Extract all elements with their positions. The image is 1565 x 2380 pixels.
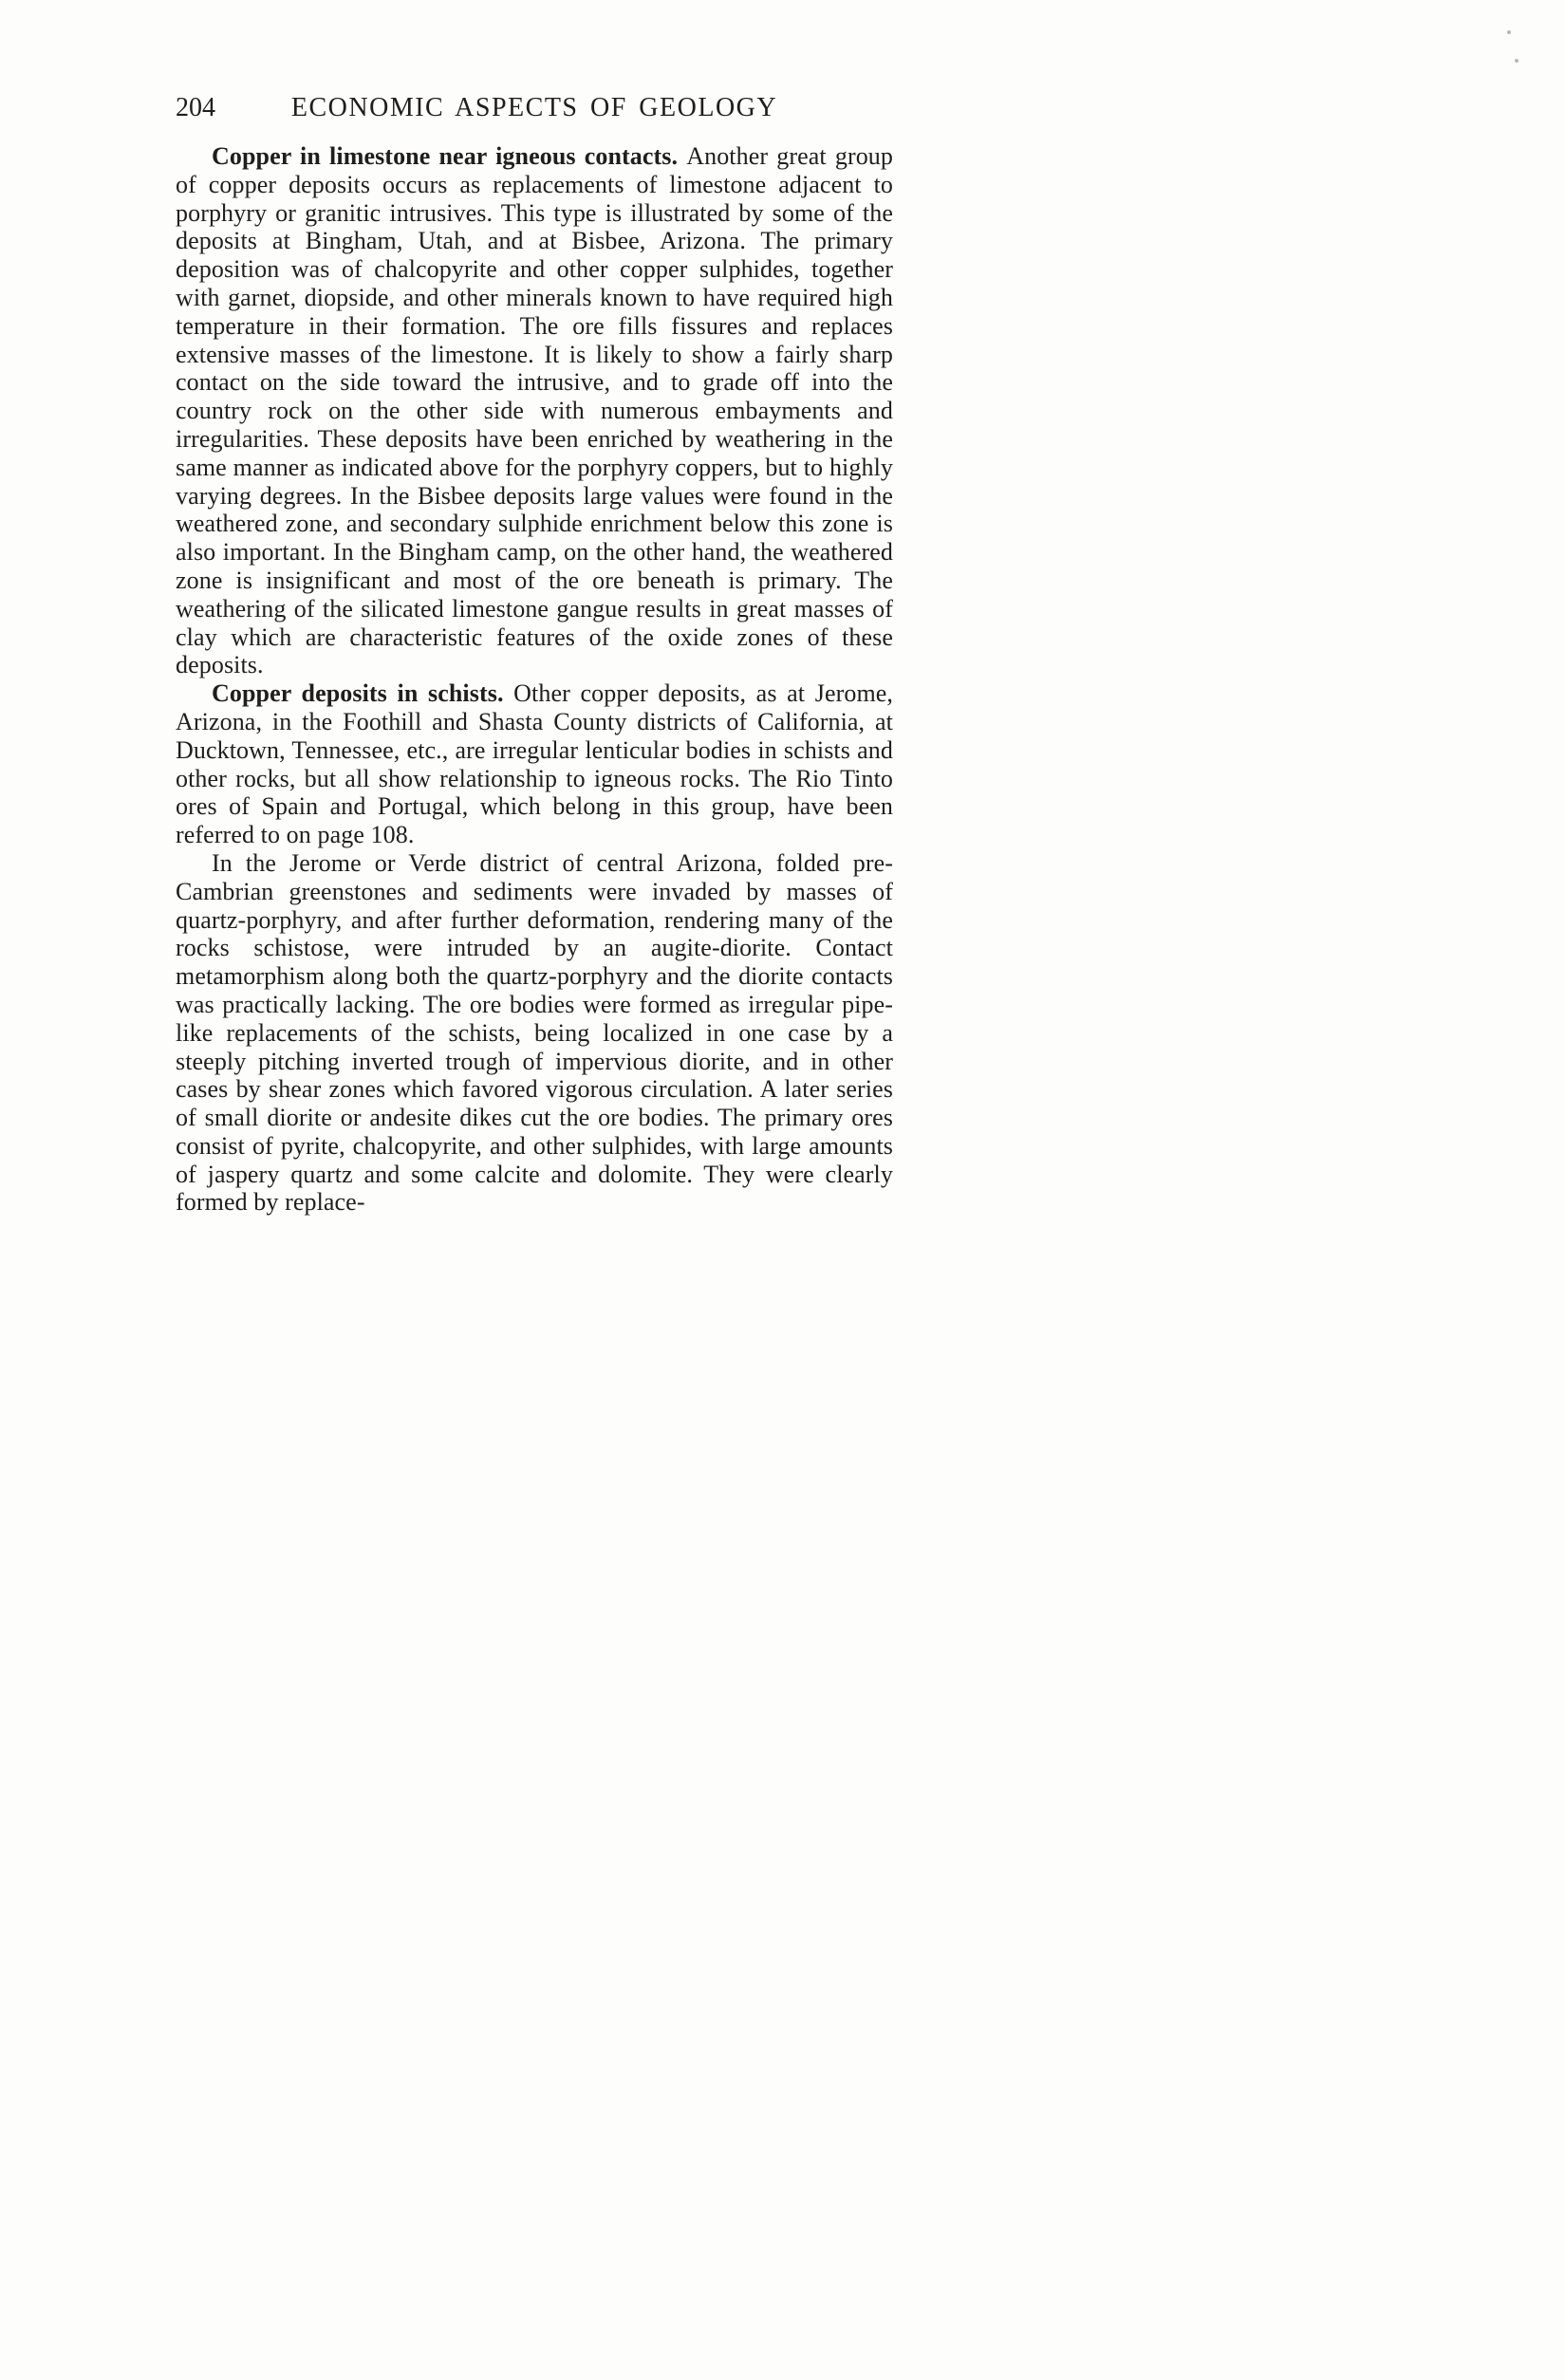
- paragraph-copper-in-limestone: [176, 142, 893, 679]
- running-head: [176, 91, 893, 125]
- paragraph-text: Another great group of copper deposits occurs as replacements of limestone adjacent to porphyry or granitic intrusives. This type is illustrated by some of the deposits at Bingham, Utah, and at Bisbee, Arizona. The primary deposition was of chalcopyrite and other copper sulphides, together with garnet, diopside, and other minerals known to have required high temperature in their formation. The ore fills fissures and replaces extensive masses of the limestone. It is likely to show a fairly sharp contact on the side toward the intrusive, and to grade off into the country rock on the other side with numerous embayments and irregularities. These deposits have been enriched by weathering in the same manner as indicated above for the porphyry coppers, but to highly varying degrees. In the Bisbee deposits large values were found in the weathered zone, and secondary sulphide enrichment below this zone is also important. In the Bingham camp, on the other hand, the weathered zone is insignificant and most of the ore beneath is primary. The weathering of the silicated limestone gangue results in great masses of clay which are characteristic features of the oxide zones of these deposits.: [176, 142, 894, 679]
- page-body-text: [176, 142, 893, 1217]
- paragraph-copper-deposits-in-schists: [176, 679, 893, 849]
- paragraph-text: Other copper deposits, as at Jerome, Arizona, in the Foothill and Shasta County districts of California, at Ducktown, Tennessee, etc., are irregular lenticular bodies in schists and other rocks, but all show relationship to igneous rocks. The Rio Tinto ores of Spain and Portugal, which belong in this group, have been referred to on page 108.: [176, 679, 894, 849]
- scan-speck: [1507, 30, 1511, 34]
- paragraph-text: In the Jerome or Verde district of central Arizona, folded pre-Cambrian greenstones and sediments were invaded by masses of quartz-porphyry, and after further deformation, rendering many of the rocks schistose, were intruded by an augite-diorite. Contact metamorphism along both the quartz-porphyry and the diorite contacts was practically lacking. The ore bodies were formed as irregular pipe-like replacements of the schists, being localized in one case by a steeply pitching inverted trough of impervious diorite, and in other cases by shear zones which favored vigorous circulation. A later series of small diorite or andesite dikes cut the ore bodies. The primary ores consist of pyrite, chalcopyrite, and other sulphides, with large amounts of jaspery quartz and some calcite and dolomite. They were clearly formed by replace-: [176, 848, 893, 1217]
- paragraph-jerome-verde-district: [176, 849, 893, 1217]
- paragraph-lead: Copper deposits in schists.: [212, 679, 514, 708]
- paragraph-lead: Copper in limestone near igneous contacts.: [212, 142, 687, 170]
- page-number: 204: [176, 93, 215, 122]
- running-head-title: ECONOMIC ASPECTS OF GEOLOGY: [290, 93, 778, 122]
- scan-speck: [1515, 59, 1518, 63]
